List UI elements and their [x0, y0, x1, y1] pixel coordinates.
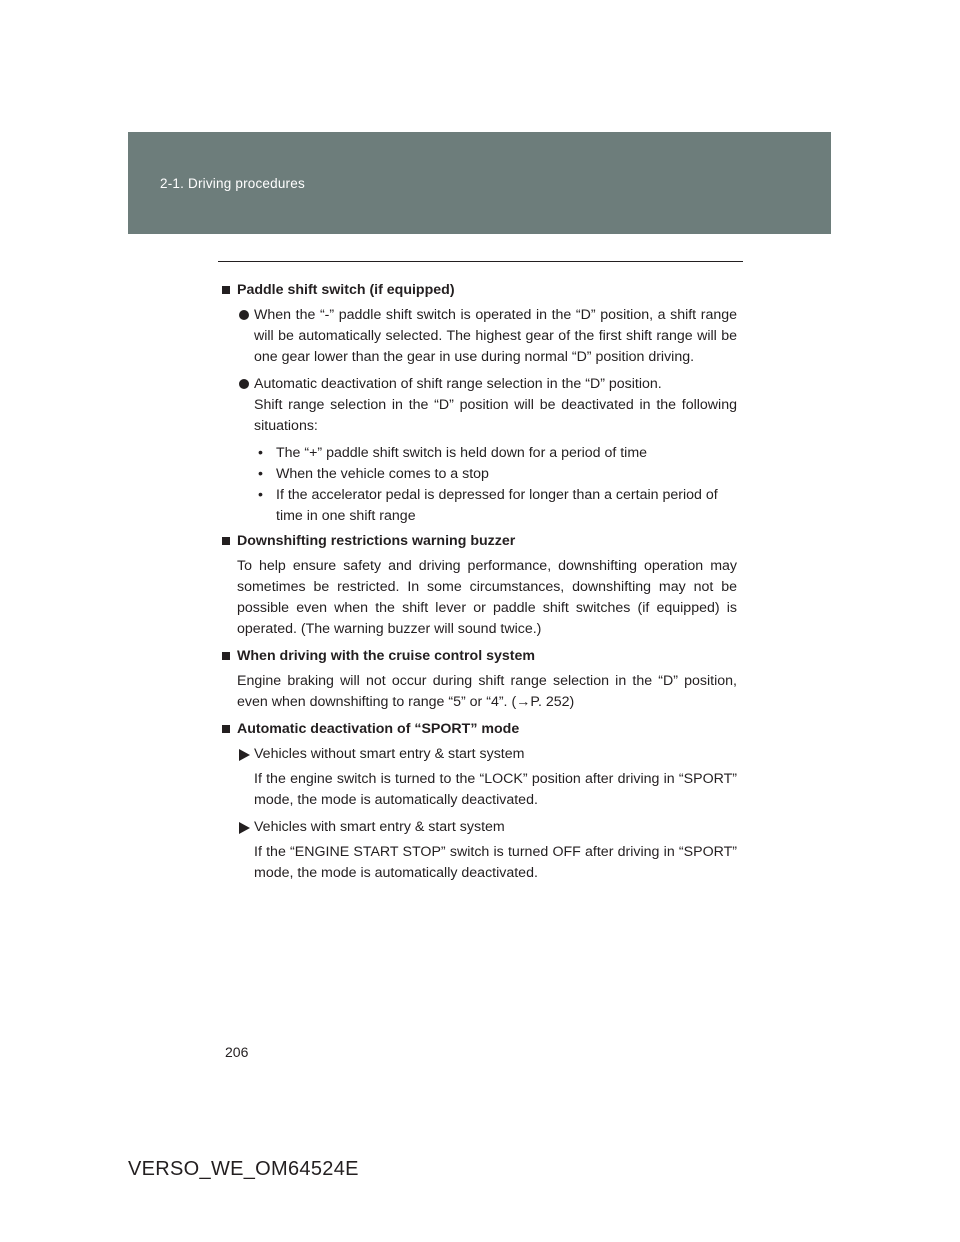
circle-bullet-icon: [239, 310, 249, 320]
list-item: • If the accelerator pedal is depressed for longer than a certain period of time in one shift range: [258, 487, 718, 524]
triangle-arrow-icon: [239, 749, 250, 761]
square-bullet-icon: [222, 286, 230, 294]
variant-label: Vehicles without smart entry & start system: [222, 744, 737, 765]
circle-item: Automatic deactivation of shift range selection in the “D” position. Shift range selection in the “D” position will be deactivated in the following situations:: [222, 374, 737, 437]
bullet-dot-icon: •: [258, 487, 263, 503]
section-body: To help ensure safety and driving performance, downshifting operation may sometimes be restricted. In some circumstances, downshifting may not be possible even when the shift lever or paddle shift switches (if equipped) is operated. (The warning buzzer will sound twice.): [237, 558, 737, 637]
chapter-title: 2-1. Driving procedures: [160, 176, 305, 191]
document-code: VERSO_WE_OM64524E: [128, 1158, 359, 1180]
square-bullet-icon: [222, 652, 230, 660]
section-divider: [218, 261, 743, 262]
variant-label: Vehicles with smart entry & start system: [222, 817, 737, 838]
circle-bullet-icon: [239, 379, 249, 389]
list-item: • When the vehicle comes to a stop: [254, 464, 737, 485]
circle-item: When the “-” paddle shift switch is operated in the “D” position, a shift range will be automatically selected. The highest gear of the first shift range will be one gear lower than the gear in use during normal “D” position driving.: [222, 305, 737, 368]
chapter-header: [128, 132, 831, 234]
bullet-dot-icon: •: [258, 445, 263, 461]
page-number: 206: [225, 1044, 249, 1060]
section-heading-paddle-shift: Paddle shift switch (if equipped): [222, 280, 737, 301]
page-content: [222, 280, 737, 890]
square-bullet-icon: [222, 725, 230, 733]
section-body: Engine braking will not occur during shift range selection in the “D” position, even when downshifting to range “5” or “4”. (→P. 252): [237, 673, 737, 710]
variant-body: If the engine switch is turned to the “LOCK” position after driving in “SPORT” mode, the mode is automatically deactivated.: [254, 771, 737, 808]
bullet-dot-icon: •: [258, 466, 263, 482]
section-heading-cruise-control: When driving with the cruise control system: [222, 646, 737, 667]
section-heading-downshift-buzzer: Downshifting restrictions warning buzzer: [222, 531, 737, 552]
triangle-arrow-icon: [239, 822, 250, 834]
square-bullet-icon: [222, 537, 230, 545]
variant-body: If the “ENGINE START STOP” switch is turned OFF after driving in “SPORT” mode, the mode is automatically deactivated.: [254, 844, 737, 881]
list-item: • The “+” paddle shift switch is held down for a period of time: [254, 443, 737, 464]
section-heading-sport-mode: Automatic deactivation of “SPORT” mode: [222, 719, 737, 740]
bullet-list: [222, 443, 737, 527]
